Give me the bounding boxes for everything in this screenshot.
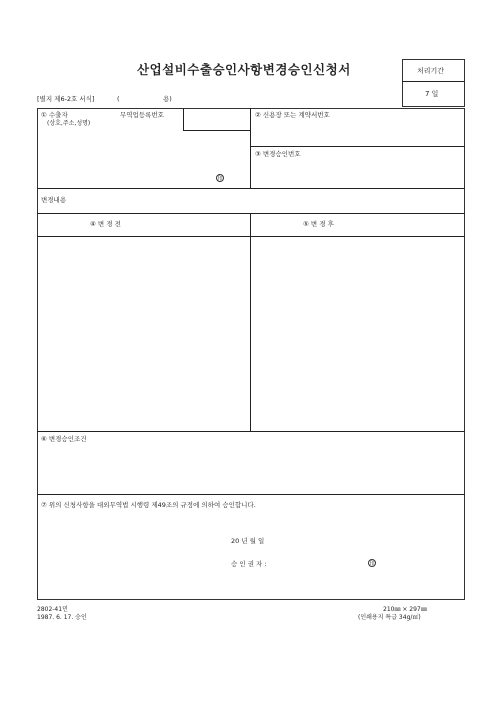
exporter-seal: 印 <box>217 176 223 182</box>
approver-label: 승 인 권 자 : <box>231 560 267 568</box>
form-paren-open: ( <box>117 95 120 103</box>
after-change-header: ⑤ 변 경 후 <box>303 220 334 228</box>
change-approval-number-label: ③ 변경승인번호 <box>255 150 301 158</box>
approval-conditions-label: ⑥ 변경승인조건 <box>41 435 87 443</box>
approver-seal: 印 <box>369 561 375 567</box>
form-title: 산업설비수출승인사항변경승인신청서 <box>137 62 351 77</box>
trade-registration-label: 무역업등록번호 <box>120 111 164 119</box>
processing-period-value: 7 일 <box>425 90 439 98</box>
footer-approval-date: 1987. 6. 17. 승인 <box>37 614 87 621</box>
footer-code: 2802-41민 <box>37 606 68 613</box>
form-paren-close: 용) <box>163 95 172 103</box>
form-code: [별지 제6-2호 서식] <box>37 95 95 103</box>
footer-paper-size: 210㎜ × 297㎜ <box>383 606 427 613</box>
processing-period-label: 처리기간 <box>417 67 445 75</box>
exporter-label: ① 수출자 <box>41 111 68 119</box>
lc-contract-number-label: ② 신용장 또는 계약서번호 <box>255 111 330 119</box>
before-change-header: ④ 변 경 전 <box>90 220 121 228</box>
approval-statement: ⑦ 위의 신청사항을 대외무역법 시행령 제49조의 규정에 의하여 승인합니다. <box>41 501 256 509</box>
change-content-label: 변경내용 <box>41 196 67 204</box>
date-line: 20 년 월 일 <box>231 537 265 545</box>
form-frame <box>37 108 465 600</box>
exporter-sub-label: (상호,주소,성명) <box>47 120 91 127</box>
footer-paper-type: (인쇄용지 특급 34g/㎡) <box>358 614 421 621</box>
